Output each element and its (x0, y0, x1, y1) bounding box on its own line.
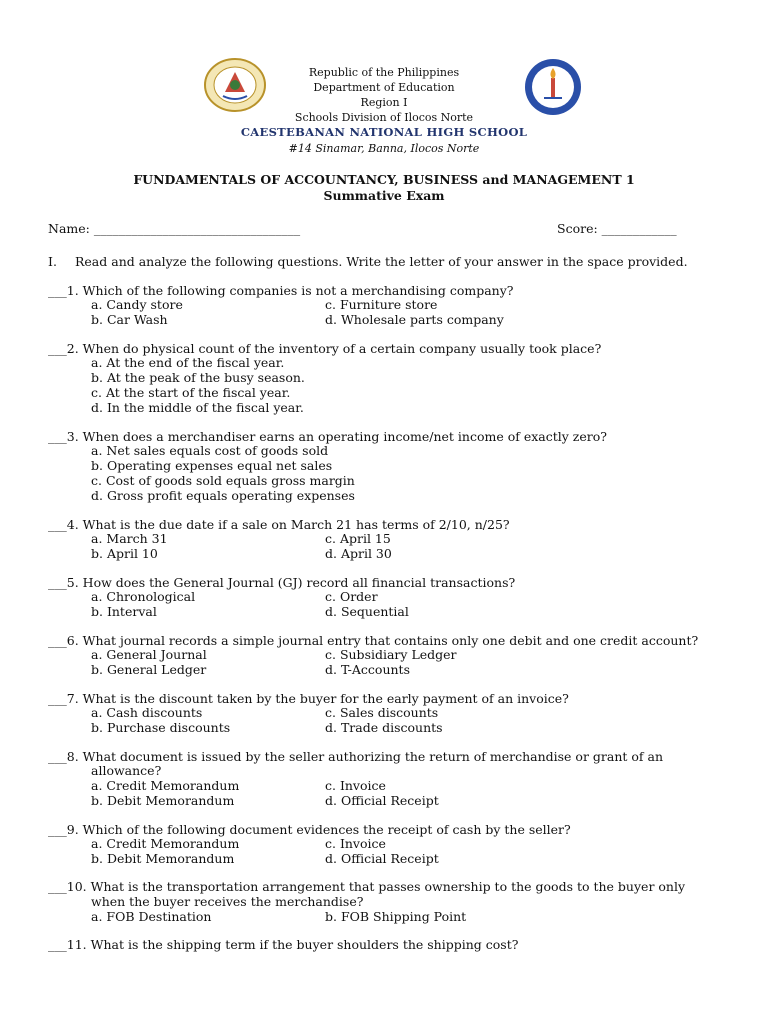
question-2 (48, 341, 753, 356)
question-text: What document is issued by the seller authorizing the return of merchandise or grant of an (82, 749, 664, 764)
school-name: CAESTEBANAN NATIONAL HIGH SCHOOL (240, 125, 528, 139)
answer-blank[interactable]: ___7. (48, 691, 79, 706)
option: d. T-Accounts (325, 662, 410, 677)
question-text: When do physical count of the inventory of a certain company usually took place? (82, 341, 602, 356)
answer-blank[interactable]: ___3. (48, 429, 79, 444)
option: c. Cost of goods sold equals gross margin (91, 473, 355, 488)
instruction (48, 254, 768, 269)
question-continuation: when the buyer receives the merchandise? (91, 894, 364, 909)
option: b. Debit Memorandum (91, 851, 235, 866)
option: d. In the middle of the fiscal year. (91, 400, 304, 415)
question-4 (48, 517, 753, 532)
answer-blank[interactable]: ___2. (48, 341, 79, 356)
option: a. Credit Memorandum (91, 836, 240, 851)
option: c. At the start of the fiscal year. (91, 385, 291, 400)
division-line: Schools Division of Ilocos Norte (294, 111, 474, 124)
answer-blank[interactable]: ___10. (48, 879, 87, 894)
option: a. Credit Memorandum (91, 778, 240, 793)
option: b. April 10 (91, 546, 158, 561)
region-line: Region I (360, 96, 408, 109)
score-field[interactable]: Score: ____________ (557, 221, 677, 236)
department-line: Department of Education (313, 81, 455, 94)
option: c. Order (325, 589, 378, 604)
option: c. Subsidiary Ledger (325, 647, 457, 662)
question-3 (48, 429, 753, 444)
option: c. Furniture store (325, 297, 438, 312)
option: c. Invoice (325, 778, 386, 793)
option: a. FOB Destination (91, 909, 212, 924)
option: b. Interval (91, 604, 157, 619)
exam-title: FUNDAMENTALS OF ACCOUNTANCY, BUSINESS and MANAGEMENT 1 (133, 172, 635, 187)
question-continuation: allowance? (91, 763, 162, 778)
option: a. Cash discounts (91, 705, 203, 720)
question-7 (48, 691, 753, 706)
question-9 (48, 822, 753, 837)
republic-line: Republic of the Philippines (308, 66, 460, 79)
option: a. General Journal (91, 647, 207, 662)
answer-blank[interactable]: ___11. (48, 937, 87, 952)
option: c. Sales discounts (325, 705, 439, 720)
option: d. Gross profit equals operating expenses (91, 488, 355, 503)
option: a. At the end of the fiscal year. (91, 355, 285, 370)
question-11 (48, 937, 753, 952)
question-text: What is the transportation arrangement that passes ownership to the goods to the buyer only (90, 879, 686, 894)
question-text: Which of the following document evidences the receipt of cash by the seller? (82, 822, 571, 837)
instruction-number: I. (48, 254, 57, 269)
question-text: How does the General Journal (GJ) record all financial transactions? (82, 575, 516, 590)
answer-blank[interactable]: ___5. (48, 575, 79, 590)
question-1 (48, 283, 753, 298)
option: b. Operating expenses equal net sales (91, 458, 333, 473)
option: b. General Ledger (91, 662, 207, 677)
option: a. Candy store (91, 297, 183, 312)
question-text: What is the due date if a sale on March 21 has terms of 2/10, n/25? (82, 517, 510, 532)
answer-blank[interactable]: ___8. (48, 749, 79, 764)
answer-blank[interactable]: ___6. (48, 633, 79, 648)
option: c. Invoice (325, 836, 386, 851)
option: a. March 31 (91, 531, 168, 546)
option: c. April 15 (325, 531, 391, 546)
question-6 (48, 633, 753, 648)
school-address: #14 Sinamar, Banna, Ilocos Norte (288, 142, 480, 155)
option: b. FOB Shipping Point (325, 909, 467, 924)
answer-blank[interactable]: ___1. (48, 283, 79, 298)
option: d. Official Receipt (325, 851, 439, 866)
option: b. At the peak of the busy season. (91, 370, 305, 385)
question-text: What journal records a simple journal entry that contains only one debit and one credit account? (82, 633, 699, 648)
instruction-text: Read and analyze the following questions. Write the letter of your answer in the space provided. (75, 254, 688, 269)
option: d. Sequential (325, 604, 409, 619)
option: a. Net sales equals cost of goods sold (91, 443, 329, 458)
question-5 (48, 575, 753, 590)
question-text: When does a merchandiser earns an operating income/net income of exactly zero? (82, 429, 607, 444)
option: b. Purchase discounts (91, 720, 231, 735)
question-text: What is the shipping term if the buyer shoulders the shipping cost? (90, 937, 519, 952)
question-8 (48, 749, 753, 764)
option: d. Trade discounts (325, 720, 443, 735)
exam-subtitle: Summative Exam (323, 188, 445, 203)
option: a. Chronological (91, 589, 196, 604)
option: d. Official Receipt (325, 793, 439, 808)
name-field[interactable]: Name: _________________________________ (48, 221, 301, 236)
option: b. Debit Memorandum (91, 793, 235, 808)
answer-blank[interactable]: ___4. (48, 517, 79, 532)
option: b. Car Wash (91, 312, 168, 327)
answer-blank[interactable]: ___9. (48, 822, 79, 837)
option: d. Wholesale parts company (325, 312, 504, 327)
option: d. April 30 (325, 546, 392, 561)
question-10 (48, 879, 753, 894)
question-text: What is the discount taken by the buyer for the early payment of an invoice? (82, 691, 569, 706)
question-text: Which of the following companies is not a merchandising company? (82, 283, 514, 298)
